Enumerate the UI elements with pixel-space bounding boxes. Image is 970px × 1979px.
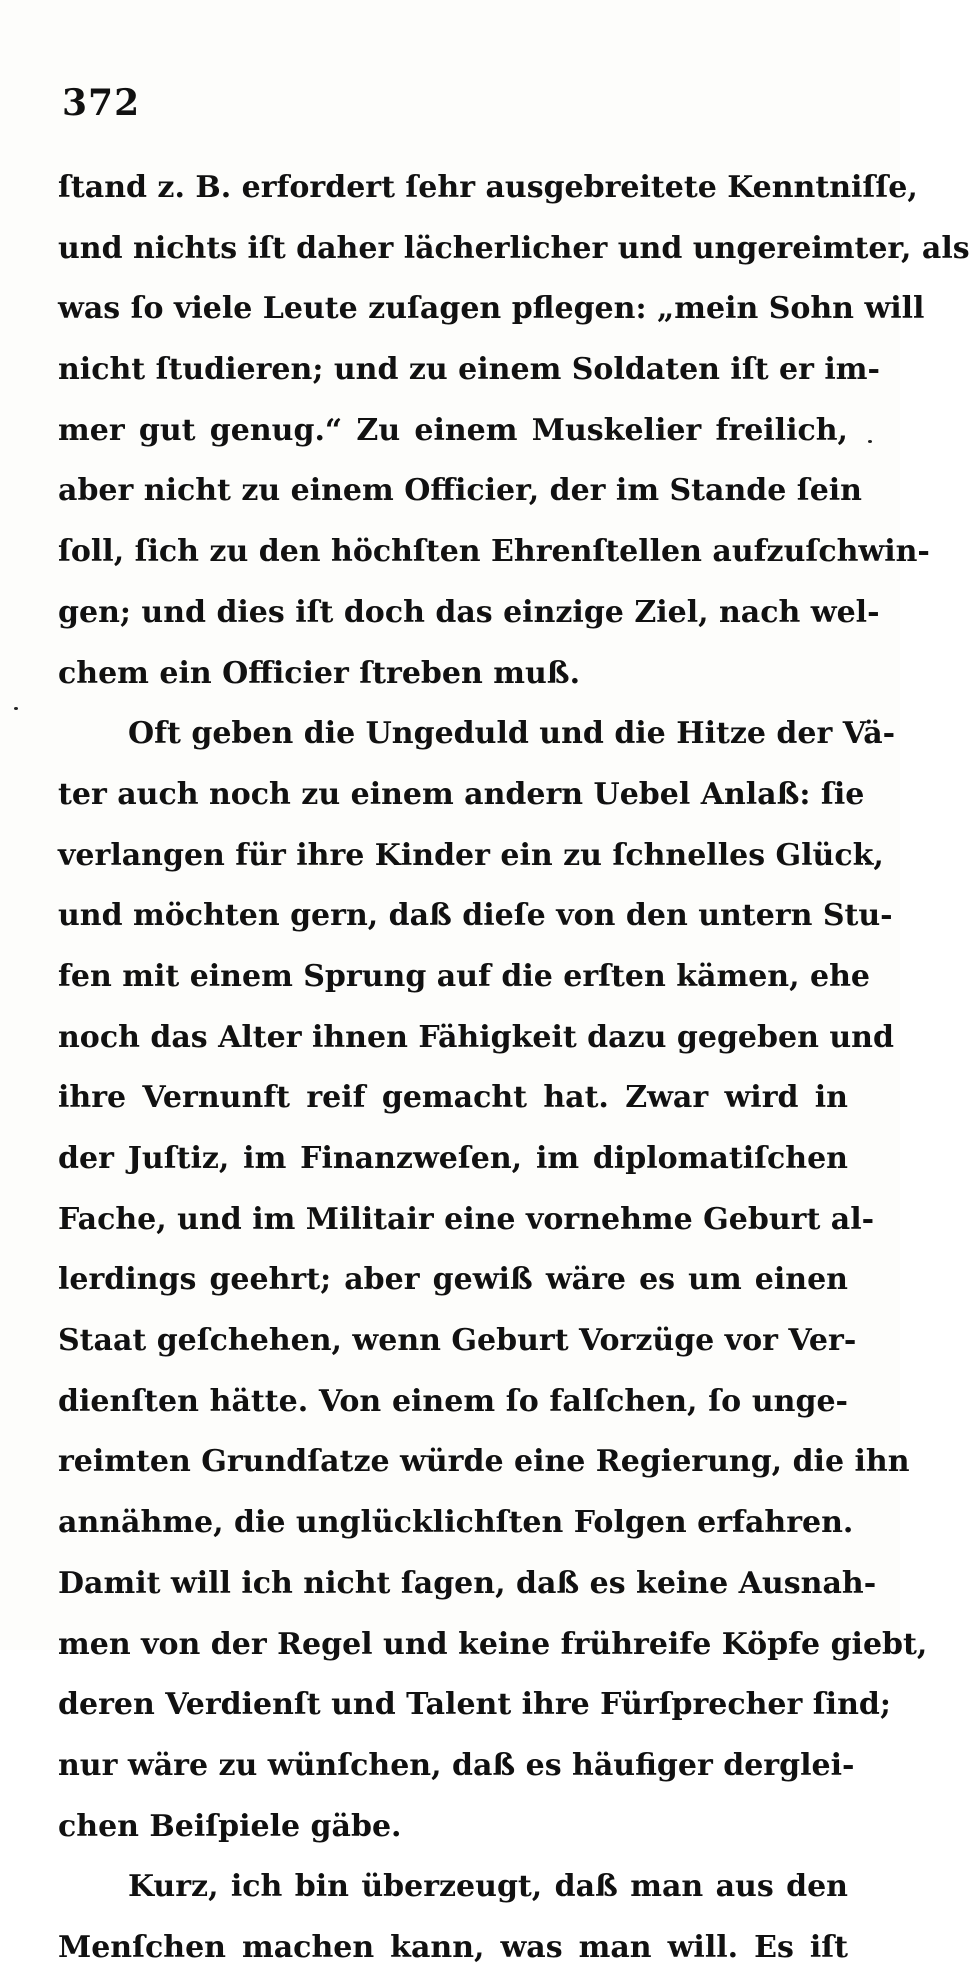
text-line: Damit will ich nicht ſagen, daß es keine Ausnah- [58,1565,877,1601]
text-line: reimten Grundſatze würde eine Regierung, die ihn [58,1444,910,1480]
text-line: was ſo viele Leute zuſagen pflegen: „mein Sohn will [58,291,925,327]
text-line: aber nicht zu einem Officier, der im Stande ſein [58,473,862,509]
ink-speck [14,707,18,710]
text-line: annähme, die unglücklichſten Folgen erfahren. [58,1505,854,1541]
text-line: noch das Alter ihnen Fähigkeit dazu gegeben und [58,1019,894,1055]
text-line: dienſten hätte. Von einem ſo falſchen, ſo unge- [58,1383,848,1419]
text-line: Menſchen machen kann, was man will. Es iſt [58,1929,848,1965]
text-line: chen Beiſpiele gäbe. [58,1808,402,1844]
text-line: und möchten gern, daß dieſe von den untern Stu- [58,898,893,934]
text-line: fen mit einem Sprung auf die erſten kämen, ehe [58,958,870,994]
text-line: men von der Regel und keine frühreife Köpfe giebt, [58,1626,928,1662]
text-line: und nichts iſt daher lächerlicher und ungereimter, als [58,230,970,266]
text-line: nur wäre zu wünſchen, daß es häufiger derglei- [58,1747,855,1783]
ink-speck [868,440,872,443]
text-line: Staat geſchehen, wenn Geburt Vorzüge vor Ver- [58,1323,857,1359]
text-line: lerdings geehrt; aber gewiß wäre es um einen [58,1262,848,1298]
text-line: ihre Vernunft reif gemacht hat. Zwar wird in [58,1080,848,1116]
text-line: nicht ſtudieren; und zu einem Soldaten iſt er im- [58,352,880,388]
text-line: ter auch noch zu einem andern Uebel Anlaß: ſie [58,776,865,812]
text-line: der Juſtiz, im Finanzweſen, im diplomatiſchen [58,1141,848,1176]
text-line: gen; und dies iſt doch das einzige Ziel, nach wel- [58,594,880,630]
text-line: chem ein Officier ſtreben muß. [58,655,581,691]
text-line: Fache, und im Militair eine vornehme Geburt al- [58,1201,875,1237]
text-line: ſtand z. B. erfordert ſehr ausgebreitete Kenntniſſe, [58,170,918,205]
paragraph-start-line: Kurz, ich bin überzeugt, daß man aus den [128,1869,848,1905]
text-line: mer gut genug.“ Zu einem Muskelier freilich, [58,412,848,448]
page-number: 372 [62,82,141,124]
paragraph-start-line: Oft geben die Ungeduld und die Hitze der Vä- [128,716,896,752]
text-line: ſoll, ſich zu den höchſten Ehrenſtellen aufzuſchwin- [58,534,930,570]
text-line: verlangen für ihre Kinder ein zu ſchnelles Glück, [58,837,884,873]
body-text [58,158,970,1979]
text-line: deren Verdienſt und Talent ihre Fürſprecher ſind; [58,1687,891,1723]
